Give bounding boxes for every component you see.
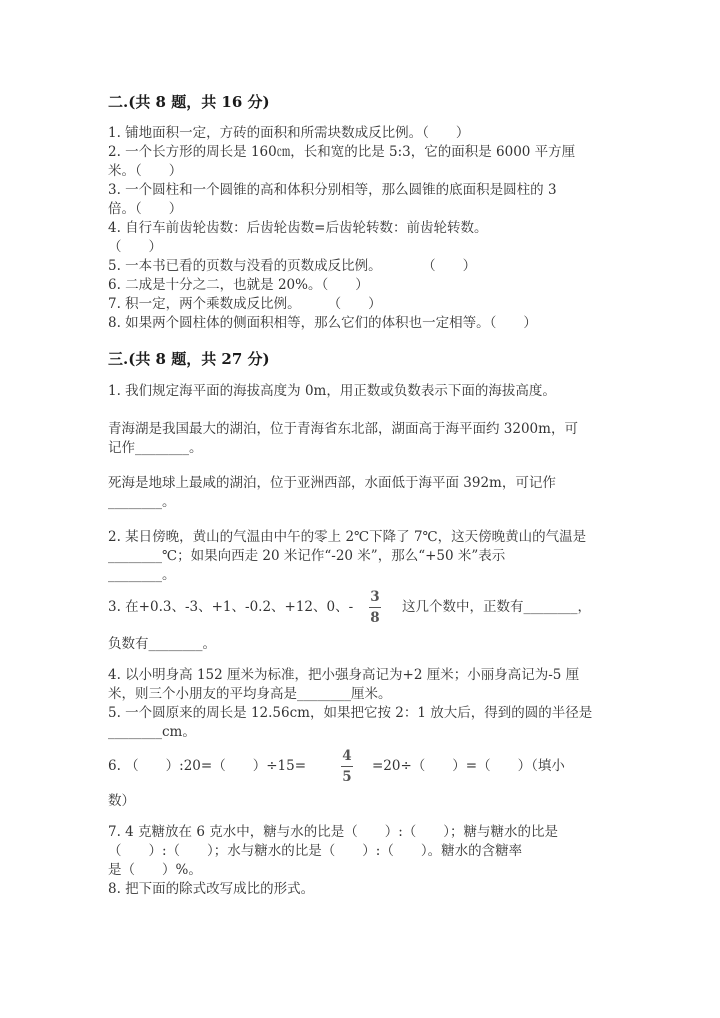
- q1-p2b: ________。: [108, 494, 176, 510]
- q6-b: 数）: [108, 793, 135, 809]
- q1-p2a: 死海是地球上最咸的湖泊，位于亚洲西部，水面低于海平面 392m，可记作: [108, 475, 556, 491]
- q5-b: ________cm。: [108, 724, 196, 740]
- s2-line-5: 倍。（ ）: [108, 201, 183, 217]
- s2-line-4: 3. 一个圆柱和一个圆锥的高和体积分别相等，那么圆锥的底面积是圆柱的 3: [108, 182, 557, 198]
- q6-fraction: [338, 748, 356, 785]
- q6-frac-den: 5: [342, 769, 352, 785]
- q2-a: 2. 某日傍晚，黄山的气温由中午的零上 2℃下降了 7℃，这天傍晚黄山的气温是: [108, 529, 587, 545]
- q3-b: 负数有________。: [108, 636, 216, 652]
- q6-post: =20÷（ ）=（ ）（填小: [372, 758, 565, 774]
- s2-line-6: 4. 自行车前齿轮齿数：后齿轮齿数=后齿轮转数：前齿轮转数。: [108, 220, 488, 236]
- q5-a: 5. 一个圆原来的周长是 12.56cm，如果把它按 2：1 放大后，得到的圆的半径是: [108, 705, 593, 721]
- s2-line-9: 6. 二成是十分之二，也就是 20%。（ ）: [108, 277, 369, 293]
- q3-frac-num: 3: [370, 589, 380, 605]
- q3-fraction: [366, 589, 384, 626]
- q1-p1b: 记作________。: [108, 440, 203, 456]
- s2-line-10: 7. 积一定，两个乘数成反比例。 （ ）: [108, 296, 382, 312]
- q7-b: （ ）:（ ）；水与糖水的比是（ ）:（ ）。糖水的含糖率: [108, 843, 523, 859]
- section3-title: 三.(共 8 题，共 27 分): [108, 350, 270, 368]
- q4-a: 4. 以小明身高 152 厘米为标准，把小强身高记为+2 厘米；小丽身高记为-5 厘: [108, 667, 580, 683]
- q6-frac-num: 4: [342, 748, 352, 764]
- q1-intro: 1. 我们规定海平面的海拔高度为 0m，用正数或负数表示下面的海拔高度。: [108, 383, 556, 399]
- s2-line-7: （ ）: [108, 239, 162, 255]
- s2-line-2: 2. 一个长方形的周长是 160㎝，长和宽的比是 5:3，它的面积是 6000 平方厘: [108, 144, 576, 160]
- q3-pre: 3. 在+0.3、-3、+1、-0.2、+12、0、-: [108, 599, 354, 615]
- q3-frac-den: 8: [370, 610, 380, 626]
- q3-frac-bar: [369, 607, 381, 608]
- q6-pre: 6. （ ）:20=（ ）÷15=: [108, 758, 307, 774]
- q4-b: 米，则三个小朋友的平均身高是________厘米。: [108, 686, 392, 702]
- q6-frac-bar: [341, 766, 353, 767]
- s2-line-1: 1. 铺地面积一定，方砖的面积和所需块数成反比例。（ ）: [108, 125, 470, 141]
- q3-post: 这几个数中，正数有________，: [402, 599, 591, 615]
- q8-a: 8. 把下面的除式改写成比的形式。: [108, 881, 315, 897]
- section2-title: 二.(共 8 题，共 16 分): [108, 93, 270, 111]
- q2-c: ________。: [108, 567, 176, 583]
- s2-line-3: 米。（ ）: [108, 163, 183, 179]
- s2-line-8: 5. 一本书已看的页数与没看的页数成反比例。 （ ）: [108, 258, 477, 274]
- q7-a: 7. 4 克糖放在 6 克水中，糖与水的比是（ ）:（ ）；糖与糖水的比是: [108, 824, 559, 840]
- s2-line-11: 8. 如果两个圆柱体的侧面积相等，那么它们的体积也一定相等。（ ）: [108, 315, 537, 331]
- q2-b: ________℃；如果向西走 20 米记作“-20 米”，那么“+50 米”表示: [108, 548, 506, 564]
- q1-p1a: 青海湖是我国最大的湖泊，位于青海省东北部，湖面高于海平面约 3200m，可: [108, 421, 578, 437]
- q7-c: 是（ ）%。: [108, 862, 202, 878]
